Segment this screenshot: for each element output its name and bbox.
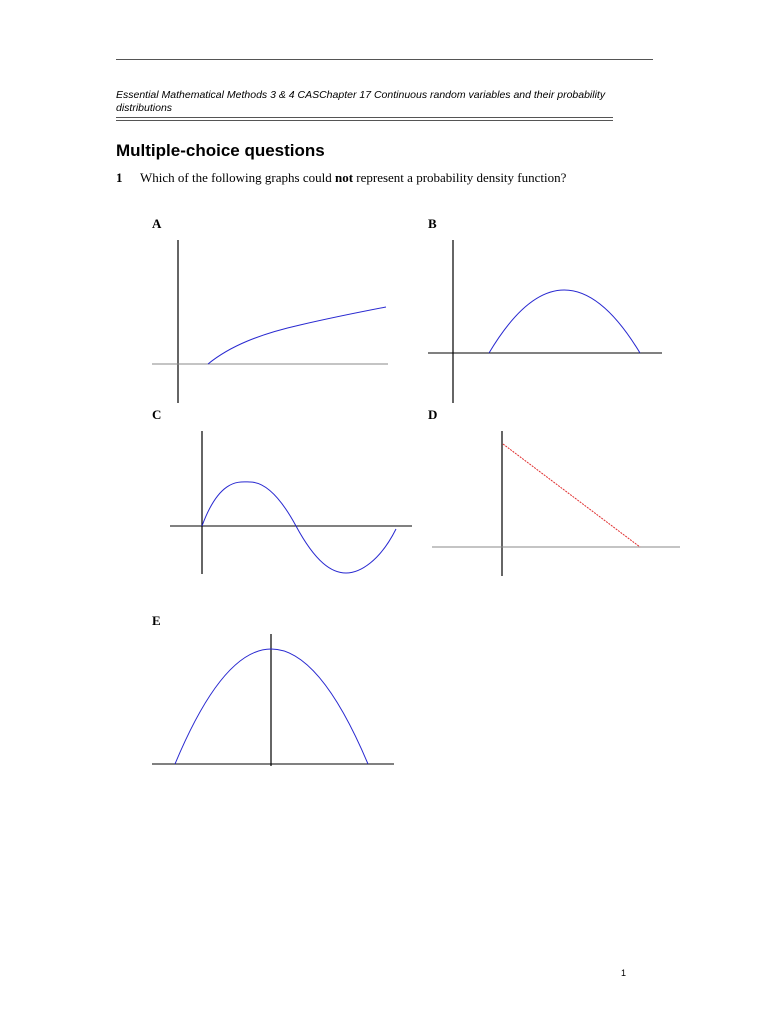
option-c-graph: [168, 429, 414, 575]
option-d-label: D: [428, 407, 438, 422]
header-rule-2: [116, 120, 613, 121]
section-title: Multiple-choice questions: [116, 141, 325, 160]
top-rule: [116, 59, 653, 60]
option-b-graph: [426, 238, 664, 404]
option-e-graph: [152, 634, 396, 768]
option-c-curve: [202, 482, 396, 573]
option-d-graph: [432, 429, 682, 577]
option-c-label: C: [152, 407, 162, 422]
option-a-label: A: [152, 216, 162, 231]
running-header: Essential Mathematical Methods 3 & 4 CASChapter 17 Continuous random variables and their probability distributions: [116, 89, 606, 114]
option-b-label: B: [428, 216, 437, 231]
option-a-graph: [150, 238, 390, 404]
page-number: 1: [621, 968, 627, 978]
option-b-curve: [489, 290, 640, 353]
option-a-curve: [208, 307, 386, 364]
question-number: 1: [116, 170, 123, 185]
option-d-line: [503, 444, 640, 547]
header-rule-1: [116, 117, 613, 118]
question-text-after: represent a probability density function?: [353, 170, 567, 185]
option-e-label: E: [152, 613, 161, 628]
question-emphasis: not: [334, 170, 354, 185]
question-text: [140, 170, 566, 186]
question-text-before: Which of the following graphs could: [140, 170, 335, 185]
